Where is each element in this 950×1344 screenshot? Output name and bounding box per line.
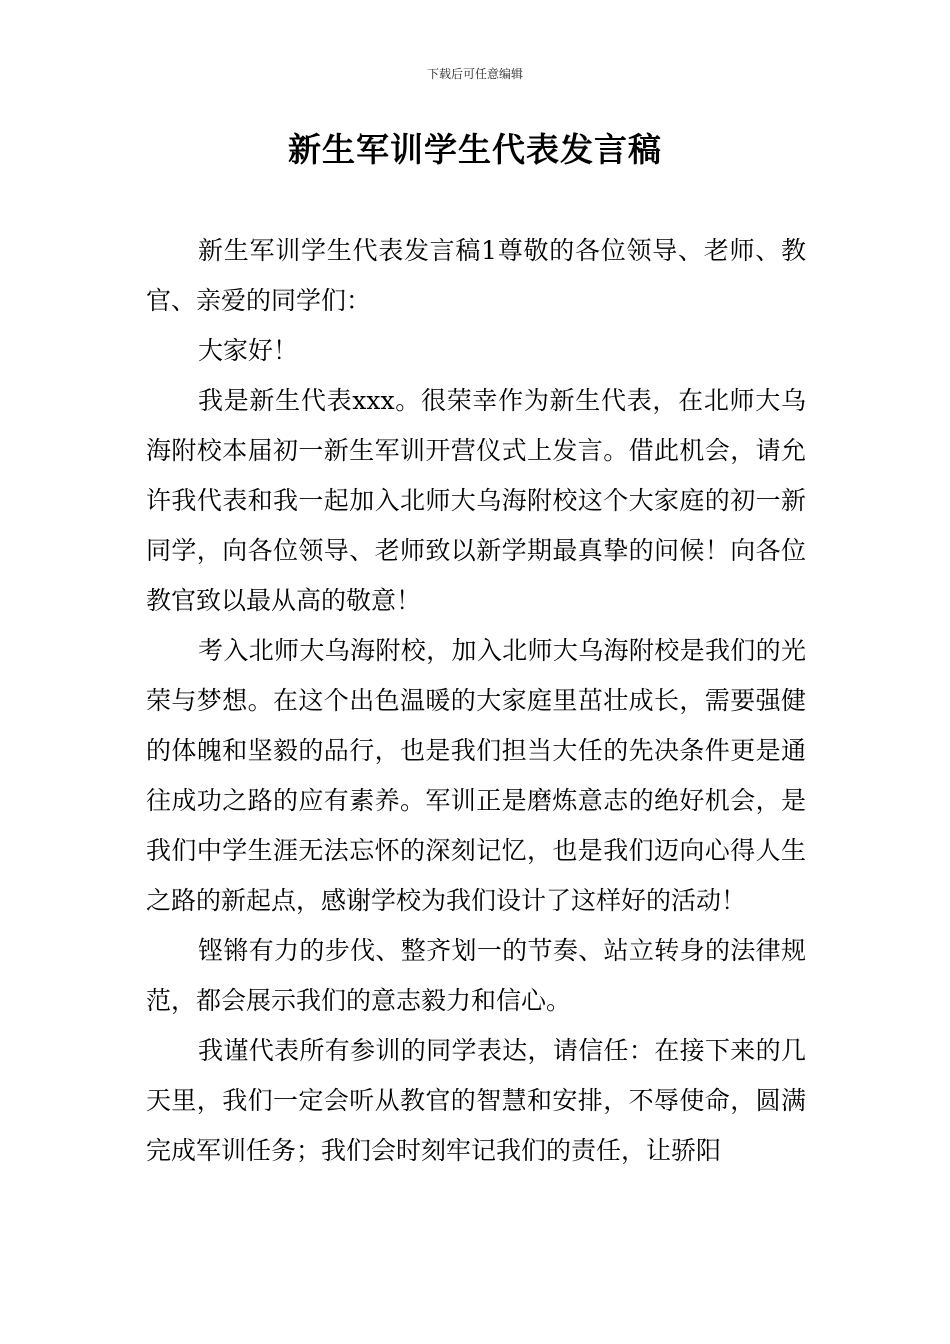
paragraph-introduction: 我是新生代表xxx。很荣幸作为新生代表，在北师大乌海附校本届初一新生军训开营仪式上发言。借此机会，请允许我代表和我一起加入北师大乌海附校这个大家庭的初一新同学，向各位领导、老师致以新学期最真挚的问候！向各位教官致以最从高的敬意！	[146, 386, 806, 615]
document-title: 新生军训学生代表发言稿	[288, 130, 662, 169]
paragraph-hello: 大家好！	[198, 336, 299, 365]
document-body	[146, 226, 806, 1176]
paragraph-school-honor: 考入北师大乌海附校，加入北师大乌海附校是我们的光荣与梦想。在这个出色温暖的大家庭里茁壮成长，需要强健的体魄和坚毅的品行，也是我们担当大任的先决条件更是通往成功之路的应有素养。军训正是磨炼意志的绝好机会，是我们中学生涯无法忘怀的深刻记忆，也是我们迈向心得人生之路的新起点，感谢学校为我们设计了这样好的活动！	[146, 636, 806, 915]
paragraph-training-steps: 铿锵有力的步伐、整齐划一的节奏、站立转身的法律规范，都会展示我们的意志毅力和信心。	[146, 936, 806, 1015]
header-note: 下载后可任意编辑	[426, 67, 523, 81]
paragraph-pledge: 我谨代表所有参训的同学表达，请信任：在接下来的几天里，我们一定会听从教官的智慧和安排，不辱使命，圆满完成军训任务；我们会时刻牢记我们的责任，让骄阳	[146, 1036, 806, 1165]
paragraph-greeting: 新生军训学生代表发言稿1尊敬的各位领导、老师、教官、亲爱的同学们：	[146, 236, 806, 315]
